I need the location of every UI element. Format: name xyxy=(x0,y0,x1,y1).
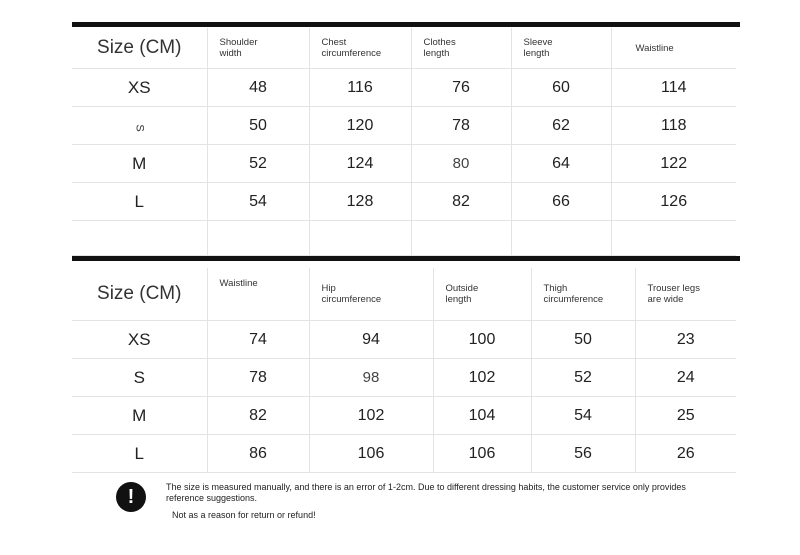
sleeve-value: 62 xyxy=(511,107,611,145)
outside-length-value: 102 xyxy=(433,359,531,397)
sleeve-value: 64 xyxy=(511,145,611,183)
clothes-length-header: Clothes length xyxy=(411,28,511,69)
table-row xyxy=(72,183,736,221)
trouser-legs-header: Trouser legs are wide xyxy=(635,268,736,321)
waist-value: 78 xyxy=(207,359,309,397)
size-label-rotated: S xyxy=(133,123,146,132)
hip-value: 94 xyxy=(309,321,433,359)
thigh-value: 56 xyxy=(531,435,635,473)
notice-disclaimer: Not as a reason for return or refund! xyxy=(172,510,316,520)
outside-length-header: Outside length xyxy=(433,268,531,321)
measurement-notice xyxy=(116,482,736,542)
notice-text: The size is measured manually, and there is an error of 1-2cm. Due to different dressing habits, the customer service only provides reference suggestions. xyxy=(166,482,686,503)
size-label: L xyxy=(72,183,207,221)
top-size-table xyxy=(72,28,736,256)
size-label: XS xyxy=(72,321,207,359)
hip-header: Hip circumference xyxy=(309,268,433,321)
empty-row xyxy=(72,221,736,256)
waist-value: 126 xyxy=(611,183,736,221)
size-label: M xyxy=(72,397,207,435)
size-header: Size (CM) xyxy=(72,268,207,321)
waist-value: 74 xyxy=(207,321,309,359)
empty-cell xyxy=(72,221,207,256)
outside-length-value: 104 xyxy=(433,397,531,435)
trouser-legs-value: 25 xyxy=(635,397,736,435)
thigh-value: 52 xyxy=(531,359,635,397)
size-header: Size (CM) xyxy=(72,28,207,69)
size-label: S xyxy=(72,359,207,397)
top-divider-bar xyxy=(72,22,740,27)
chest-value: 128 xyxy=(309,183,411,221)
length-value: 78 xyxy=(411,107,511,145)
chest-value: 116 xyxy=(309,69,411,107)
length-value: 82 xyxy=(411,183,511,221)
waist-value: 86 xyxy=(207,435,309,473)
table-row xyxy=(72,397,736,435)
outside-length-value: 100 xyxy=(433,321,531,359)
thigh-value: 54 xyxy=(531,397,635,435)
chest-value: 120 xyxy=(309,107,411,145)
shoulder-header: Shoulder width xyxy=(207,28,309,69)
table-row xyxy=(72,145,736,183)
hip-value: 102 xyxy=(309,397,433,435)
table-header-row xyxy=(72,268,736,321)
trouser-legs-value: 23 xyxy=(635,321,736,359)
empty-cell xyxy=(309,221,411,256)
shoulder-value: 50 xyxy=(207,107,309,145)
shoulder-value: 52 xyxy=(207,145,309,183)
shoulder-value: 48 xyxy=(207,69,309,107)
bottom-size-table xyxy=(72,268,736,473)
size-label xyxy=(72,107,207,145)
empty-cell xyxy=(207,221,309,256)
table-row xyxy=(72,69,736,107)
table-row xyxy=(72,321,736,359)
middle-divider-bar xyxy=(72,256,740,261)
size-label: L xyxy=(72,435,207,473)
length-value: 76 xyxy=(411,69,511,107)
sleeve-value: 66 xyxy=(511,183,611,221)
exclamation-icon: ! xyxy=(116,482,146,512)
chest-value: 124 xyxy=(309,145,411,183)
shoulder-value: 54 xyxy=(207,183,309,221)
thigh-value: 50 xyxy=(531,321,635,359)
trouser-legs-value: 24 xyxy=(635,359,736,397)
chest-header: Chest circumference xyxy=(309,28,411,69)
empty-cell xyxy=(411,221,511,256)
hip-value: 98 xyxy=(309,359,433,397)
sleeve-length-header: Sleeve length xyxy=(511,28,611,69)
table-row xyxy=(72,359,736,397)
empty-cell xyxy=(511,221,611,256)
outside-length-value: 106 xyxy=(433,435,531,473)
size-label: M xyxy=(72,145,207,183)
size-label: XS xyxy=(72,69,207,107)
table-header-row xyxy=(72,28,736,69)
waist-value: 118 xyxy=(611,107,736,145)
table-row xyxy=(72,435,736,473)
table-row xyxy=(72,107,736,145)
empty-cell xyxy=(611,221,736,256)
waistline-header: Waistline xyxy=(611,28,736,69)
trouser-legs-value: 26 xyxy=(635,435,736,473)
hip-value: 106 xyxy=(309,435,433,473)
length-value: 80 xyxy=(411,145,511,183)
waist-value: 82 xyxy=(207,397,309,435)
thigh-header: Thigh circumference xyxy=(531,268,635,321)
sleeve-value: 60 xyxy=(511,69,611,107)
waist-value: 122 xyxy=(611,145,736,183)
waist-value: 114 xyxy=(611,69,736,107)
waistline-header: Waistline xyxy=(207,268,309,321)
